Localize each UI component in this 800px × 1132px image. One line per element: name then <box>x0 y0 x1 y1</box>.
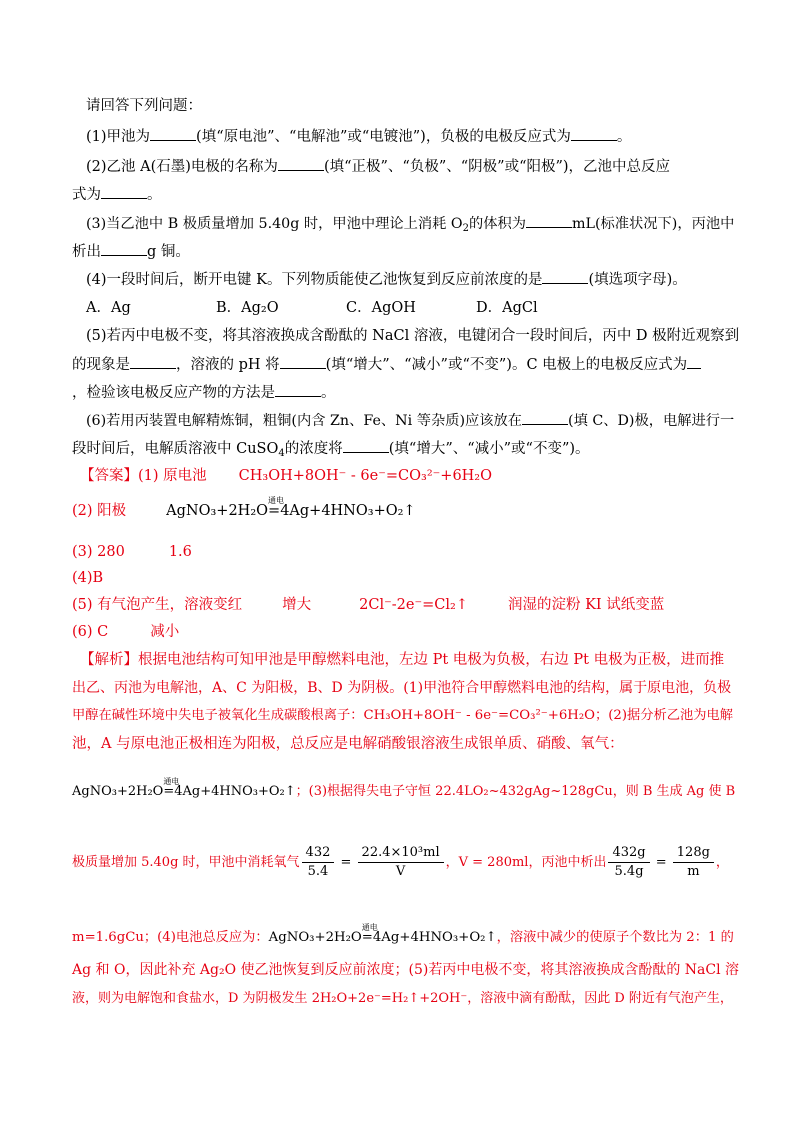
answer-3-text: (3) 280 <box>72 544 125 560</box>
answer-6 <box>72 622 179 642</box>
q3-text-e: g 铜。 <box>147 244 190 260</box>
analysis-text-5: ；(3)根据得失电子守恒 22.4LO₂~432gAg~128gCu，则 B 生成 Ag 使 B <box>295 784 736 799</box>
question-3-cont <box>72 241 190 262</box>
q3-subscript: 2 <box>462 223 469 234</box>
q1-text-a: (1)甲池为 <box>86 129 151 145</box>
analysis-text-7a: m=1.6gCu；(4)电池总反应为： <box>72 930 269 945</box>
q2-text-d: 。 <box>147 187 162 203</box>
answer-blank <box>526 213 572 228</box>
fraction-1 <box>302 844 335 881</box>
answer-blank <box>150 126 196 141</box>
q5-text-f: 。 <box>321 385 336 401</box>
answer-4 <box>72 568 103 588</box>
answer-6-text: (6) C <box>72 624 109 640</box>
q5-text-c: ，溶液的 pH 将 <box>176 357 280 373</box>
question-5-cont2 <box>72 382 336 403</box>
q3-text-a: (3)当乙池中 B 极质量增加 5.40g 时，甲池中理论上消耗 O <box>86 216 463 232</box>
analysis-text-1: 根据电池结构可知甲池是甲醇燃料电池，左边 Pt 电极为负极，右边 Pt 电极为正极，进而推 <box>138 652 725 668</box>
analysis-text-8: Ag 和 O，因此补充 Ag₂O 使乙池恢复到反应前浓度；(5)若丙中电极不变，将其溶液换成含酚酞的 NaCl 溶 <box>72 962 740 978</box>
answer-4-text: (4)B <box>72 570 104 586</box>
answer-5-method: 润湿的淀粉 KI 试纸变蓝 <box>507 597 665 613</box>
q2-text-c: 式为 <box>72 187 101 203</box>
option-a: A．Ag <box>86 300 131 316</box>
q3-text-c: mL(标准状况下)，丙池中 <box>571 216 735 232</box>
reaction-equation-3 <box>268 923 497 945</box>
question-1 <box>86 126 631 147</box>
analysis-text-6a: 极质量增加 5.40g 时，甲池中消耗氧气 <box>72 855 300 870</box>
fraction-2-numerator: 22.4×10³ml <box>358 844 444 863</box>
answer-blank <box>522 410 568 425</box>
question-5 <box>86 326 739 346</box>
answer-blank <box>275 382 321 397</box>
reaction-equation <box>166 496 416 519</box>
analysis-line-1 <box>80 650 724 670</box>
answer-1 <box>80 466 492 486</box>
q6-subscript: 4 <box>278 448 285 459</box>
answer-2 <box>72 496 416 521</box>
q1-text-b: (填“原电池”、“电解池”或“电镀池”)，负极的电极反应式为 <box>196 129 571 145</box>
question-5-cont <box>72 354 701 375</box>
answer-3 <box>72 542 192 562</box>
answer-5-ph: 增大 <box>282 597 312 613</box>
q5-text-d: (填“增大”、“减小”或“不变”)。C 电极上的电极反应式为 <box>325 357 688 373</box>
reaction-condition: 通电 <box>361 923 378 932</box>
q4-text-b: (填选项字母)。 <box>588 272 687 288</box>
question-6 <box>86 410 734 431</box>
question-4 <box>86 269 687 290</box>
answer-blank <box>343 438 389 453</box>
q2-text-a: (2)乙池 A(石墨)电极的名称为 <box>86 159 278 175</box>
intro-text: 请回答下列问题： <box>86 98 202 114</box>
q4-text-a: (4)一段时间后，断开电键 K。下列物质能使乙池恢复到反应前浓度的是 <box>86 272 543 288</box>
answer-2-text: (2) 阳极 <box>72 503 127 519</box>
reaction-condition: 通电 <box>163 777 180 786</box>
reaction-right: 4Ag+4HNO₃+O₂↑ <box>372 930 497 945</box>
analysis-text-7b: ，溶液中减少的使原子个数比为 2：1 的 <box>496 930 734 945</box>
fraction-1-numerator: 432 <box>302 844 335 863</box>
option-c: C．AgOH <box>346 300 416 316</box>
q5-text-a: (5)若丙中电极不变，将其溶液换成含酚酞的 NaCl 溶液，电键闭合一段时间后，丙中 D 极附近观察到 <box>86 328 740 344</box>
answer-blank <box>278 156 324 171</box>
q3-text-d: 析出 <box>72 244 101 260</box>
analysis-line-6: 极质量增加 5.40g 时，甲池中消耗氧气 $\frac{432}{5.4}$ = $\frac{\text{22.4×10³ml}}{V}$ ，V = 280ml，丙池中析出 $\frac{432g}{5.4g}$ = $\frac{128g}{m}$ ， <box>72 845 729 879</box>
fraction-2 <box>358 844 444 881</box>
q6-text-b: (填 C、D)极，电解进行一 <box>568 413 735 429</box>
analysis-text-6b: ，V = 280ml，丙池中析出 <box>445 855 607 870</box>
analysis-line-9 <box>72 989 733 1009</box>
analysis-text-2: 出乙、丙池为电解池，A、C 为阳极，B、D 为阴极。(1)甲池符合甲醇燃料电池的结构，属于原电池，负极 <box>72 680 732 696</box>
analysis-text-4: 池，A 与原电池正极相连为阳极，总反应是电解硝酸银溶液生成银单质、硝酸、氧气： <box>72 736 624 752</box>
reaction-right: 4Ag+4HNO₃+O₂↑ <box>280 503 416 519</box>
answer-blank <box>130 354 176 369</box>
analysis-line-5 <box>72 777 736 802</box>
fraction-2-denominator: V <box>395 864 406 879</box>
reaction-equals: 通电 = <box>362 928 373 948</box>
answer-blank <box>571 126 617 141</box>
reaction-equals: 通电 = <box>163 782 174 802</box>
analysis-text-3: 甲醇在碱性环境中失电子被氧化生成碳酸根离子：CH₃OH+8OH⁻ - 6e⁻=CO₃²⁻+6H₂O；(2)据分析乙池为电解 <box>72 708 734 723</box>
answer-1-equation: CH₃OH+8OH⁻ - 6e⁻=CO₃²⁻+6H₂O <box>238 468 493 484</box>
analysis-line-8 <box>72 960 739 980</box>
analysis-line-4 <box>72 734 624 754</box>
q5-text-b: 的现象是 <box>72 357 130 373</box>
analysis-line-2 <box>72 678 731 698</box>
option-b: B．Ag₂O <box>216 300 279 316</box>
intro-line <box>86 96 202 116</box>
question-2-cont <box>72 184 162 205</box>
question-3 <box>86 213 734 239</box>
answer-blank <box>687 354 701 369</box>
fraction-4 <box>673 844 714 881</box>
reaction-right: 4Ag+4HNO₃+O₂↑ <box>174 784 296 799</box>
q6-text-e: (填“增大”、“减小”或“不变”)。 <box>388 441 590 457</box>
answer-blank <box>280 354 326 369</box>
answer-blank <box>101 241 147 256</box>
answer-5-equation: 2Cl⁻-2e⁻=Cl₂↑ <box>359 597 468 613</box>
reaction-equals: 通电 = <box>268 501 280 521</box>
q6-text-c: 段时间后，电解质溶液中 CuSO <box>72 441 279 457</box>
analysis-label: 【解析】 <box>80 652 138 668</box>
question-6-cont <box>72 438 590 464</box>
analysis-line-7 <box>72 923 734 948</box>
q1-text-c: 。 <box>616 129 632 145</box>
reaction-equation-2 <box>72 777 296 799</box>
fraction-4-numerator: 128g <box>673 844 714 863</box>
fraction-3 <box>608 844 649 881</box>
question-2 <box>86 156 670 177</box>
option-d: D．AgCl <box>476 300 538 316</box>
reaction-left: AgNO₃+2H₂O <box>166 503 269 519</box>
answer-6-value: 减小 <box>150 624 180 640</box>
fraction-3-denominator: 5.4g <box>614 864 644 879</box>
reaction-condition: 通电 <box>268 496 285 505</box>
answer-blank <box>542 269 588 284</box>
q6-text-a: (6)若用丙装置电解精炼铜，粗铜(内含 Zn、Fe、Ni 等杂质)应该放在 <box>86 413 523 429</box>
analysis-line-3 <box>72 706 733 726</box>
fraction-3-numerator: 432g <box>608 844 649 863</box>
answer-5 <box>72 595 664 615</box>
q6-text-d: 的浓度将 <box>284 441 343 457</box>
answer-blank <box>101 184 147 199</box>
analysis-text-9: 液，则为电解饱和食盐水，D 为阴极发生 2H₂O+2e⁻=H₂↑+2OH⁻，溶液中滴有酚酞，因此 D 附近有气泡产生， <box>72 991 733 1006</box>
answer-5-text: (5) 有气泡产生，溶液变红 <box>72 597 243 613</box>
fraction-1-denominator: 5.4 <box>307 864 329 879</box>
reaction-left: AgNO₃+2H₂O <box>268 930 362 945</box>
reaction-left: AgNO₃+2H₂O <box>72 784 164 799</box>
answer-label: 【答案】 <box>80 468 138 484</box>
answer-3-value: 1.6 <box>168 544 192 560</box>
options-row <box>86 298 606 318</box>
q2-text-b: (填“正极”、“负极”、“阴极”或“阳极”)，乙池中总反应 <box>323 159 671 175</box>
q5-text-e: ，检验该电极反应产物的方法是 <box>72 385 275 401</box>
fraction-4-denominator: m <box>687 864 700 879</box>
q3-text-b: 的体积为 <box>468 216 526 232</box>
answer-1-text: (1) 原电池 <box>138 468 207 484</box>
